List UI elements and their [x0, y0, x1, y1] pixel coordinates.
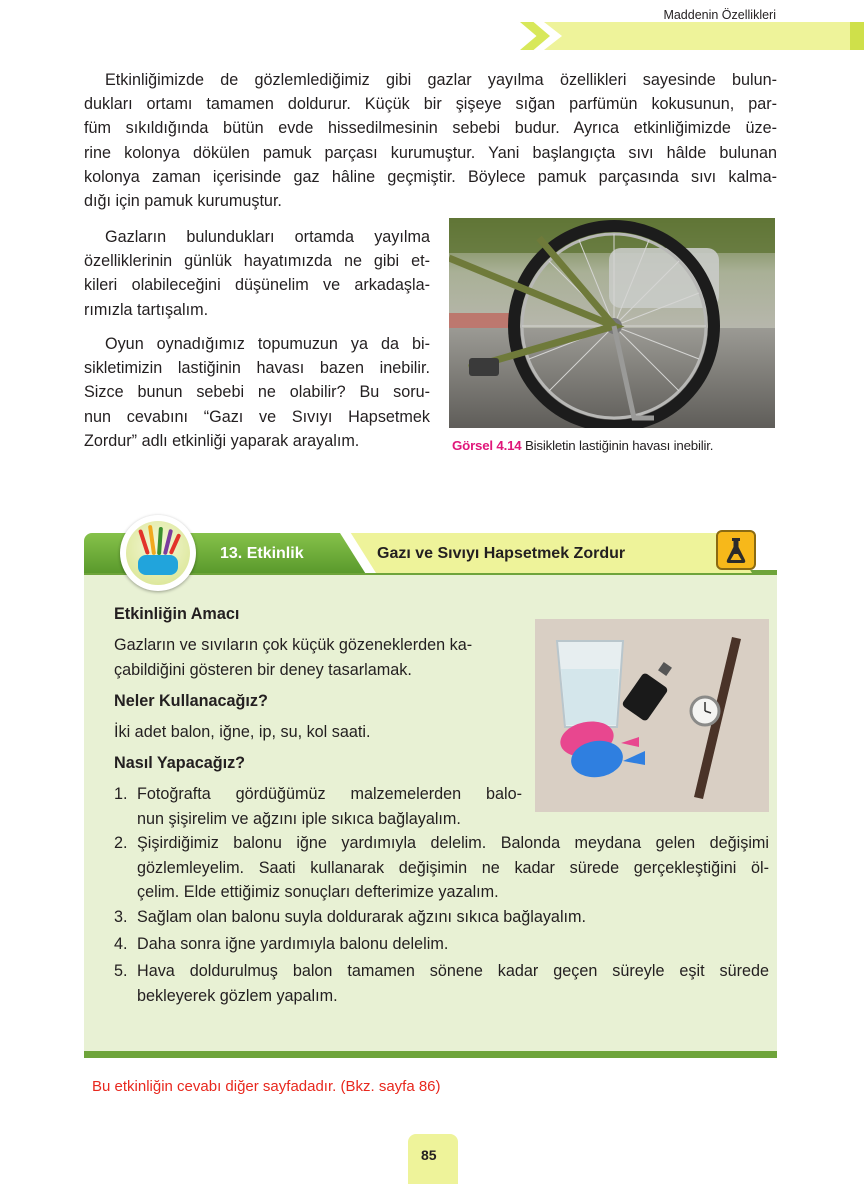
activity-number: 13. Etkinlik [220, 545, 304, 562]
aim-heading: Etkinliğin Amacı [114, 605, 240, 623]
pencil-case-icon [120, 515, 196, 591]
intro-line: dığı için pamuk kurumuştur. [84, 192, 282, 211]
question-line: Oyun oynadığımız topumuzun ya da bi- [105, 335, 430, 353]
answer-reference-note: Bu etkinliğin cevabı diğer sayfadadır. (Bkz. sayfa 86) [92, 1078, 441, 1095]
step-line: Daha sonra iğne yardımıyla balonu delelim. [137, 935, 449, 953]
materials-photo [535, 619, 769, 812]
step-line: gözlemleyelim. Saati kullanarak değişimin ne kadar sürede gerçekleştiğini öl- [137, 858, 769, 877]
step-line: Fotoğrafta gördüğümüz malzemelerden balo- [137, 785, 522, 803]
aim-line: çabildiğini gösteren bir deney tasarlamak. [114, 661, 412, 679]
intro-line: kolonya zaman içerisinde gaz hâline geçmiştir. Böylece pamuk parçasında sıvı kalma- [84, 167, 777, 186]
question-line: Zordur” adlı etkinliği yaparak arayalım. [84, 431, 360, 450]
section-title: Maddenin Özellikleri [663, 8, 776, 22]
steps-heading: Nasıl Yapacağız? [114, 754, 246, 772]
step-line: çelim. Elde ettiğimiz sonuçları defterimize yazalım. [137, 883, 499, 901]
discussion-line: özelliklerinin günlük hayatımızda ne gibi et- [84, 252, 430, 271]
discussion-paragraph [84, 225, 430, 322]
pencil-icon [157, 527, 163, 555]
badge-inner [126, 521, 190, 585]
header-edge-bar [850, 22, 864, 50]
figure-label: Görsel 4.14 [452, 438, 522, 453]
bicycle-tire-photo [449, 218, 775, 428]
step-number: 1. [114, 785, 128, 803]
step-line: bekleyerek gözlem yapalım. [137, 987, 338, 1005]
step-line: Sağlam olan balonu suyla doldurarak ağzını sıkıca bağlayalım. [137, 908, 587, 926]
activity-bottom-border [84, 1051, 777, 1058]
discussion-line: rımızla tartışalım. [84, 300, 209, 319]
question-line: nun cevabını “Gazı ve Sıvıyı Hapsetmek [84, 407, 430, 426]
discussion-line: Gazların bulundukları ortamda yayılma [105, 228, 430, 246]
intro-line: rine kolonya dökülen pamuk parçası kurumuştur. Yani başlangıçta sıvı hâlde bulunan [84, 143, 777, 162]
activity-title: Gazı ve Sıvıyı Hapsetmek Zordur [377, 545, 626, 562]
figure-caption [452, 438, 713, 453]
step-number: 5. [114, 962, 128, 980]
materials-illustration [535, 619, 769, 812]
intro-paragraph [84, 68, 777, 213]
pencil-case-body [138, 555, 178, 575]
question-paragraph [84, 332, 430, 453]
section-header-tab [520, 22, 864, 50]
discussion-line: kileri olabileceğini düşünelim ve arkadaşla- [84, 276, 430, 295]
figure-caption-text: Bisikletin lastiğinin havası inebilir. [525, 438, 714, 453]
lab-flask-icon [716, 530, 756, 570]
step-number: 3. [114, 908, 128, 926]
intro-line: füm sıkıldığında bütün evde hissedilmesinin sebebi budur. Ayrıca etkinliğimizde üze- [84, 119, 777, 138]
step-line: nun şişirelim ve ağzını iple sıkıca bağlayalım. [137, 809, 461, 828]
step-number: 4. [114, 935, 128, 953]
intro-line: dukları ortamı tamamen doldurur. Küçük bir şişeye sığan parfümün kokusunun, par- [84, 95, 777, 114]
step-line: Hava doldurulmuş balon tamamen sönene kadar geçen süreyle eşit sürede [137, 962, 769, 980]
question-line: Sizce bunun sebebi ne olabilir? Bu soru- [84, 383, 430, 402]
aim-line: Gazların ve sıvıların çok küçük gözeneklerden ka- [114, 636, 473, 654]
materials-text: İki adet balon, iğne, ip, su, kol saati. [114, 723, 371, 741]
header-arrow-decor [520, 22, 550, 50]
materials-heading: Neler Kullanacağız? [114, 692, 268, 710]
question-line: sikletimizin lastiğinin havası bazen inebilir. [84, 359, 430, 378]
header-band [544, 22, 864, 50]
step-line: Şişirdiğimiz balonu iğne yardımıyla delelim. Balonda meydana gelen değişimi [137, 834, 769, 852]
flask-glyph [718, 532, 754, 568]
bicycle-illustration [449, 218, 775, 428]
page-number: 85 [421, 1147, 437, 1163]
step-number: 2. [114, 834, 128, 852]
intro-line: Etkinliğimizde de gözlemlediğimiz gibi gazlar yayılma özellikleri sayesinde bulun- [105, 71, 777, 89]
